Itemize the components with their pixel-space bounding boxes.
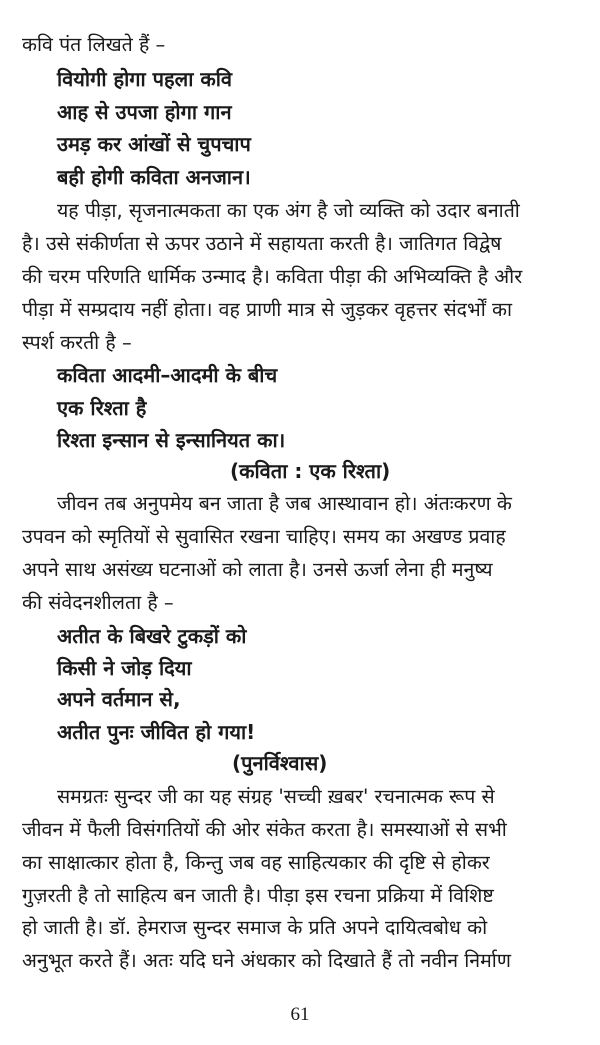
paragraph-line: जीवन में फैली विसंगतियों की ओर संकेत करता है। समस्याओं से सभी — [22, 818, 507, 841]
verse-line: अपने वर्तमान से, — [57, 687, 181, 711]
verse-line: वियोगी होगा पहला कवि — [57, 67, 233, 91]
paragraph-line: की संवेदनशीलता है – — [22, 591, 174, 614]
paragraph-line: है। उसे संकीर्णता से ऊपर उठाने में सहायता करती है। जातिगत विद्वेष — [22, 232, 502, 255]
paragraph-line: समग्रतः सुन्दर जी का यह संग्रह 'सच्ची ख़बर' रचनात्मक रूप से — [57, 785, 495, 808]
paragraph-line: अपने साथ असंख्य घटनाओं को लाता है। उनसे ऊर्जा लेना ही मनुष्य — [22, 558, 493, 581]
paragraph-line: पीड़ा में सम्प्रदाय नहीं होता। वह प्राणी मात्र से जुड़कर वृहत्तर संदर्भों का — [22, 298, 513, 321]
poem-caption: (पुनर्विश्वास) — [232, 751, 328, 775]
paragraph-line: उपवन को स्मृतियों से सुवासित रखना चाहिए। समय का अखण्ड प्रवाह — [22, 525, 506, 548]
paragraph-line: अनुभूत करते हैं। अतः यदि घने अंधकार को दिखाते हैं तो नवीन निर्माण — [22, 949, 511, 972]
paragraph-line: का साक्षात्कार होता है, किन्तु जब वह साहित्यकार की दृष्टि से होकर — [22, 851, 490, 874]
verse-line: उमड़ कर आंखों से चुपचाप — [57, 132, 251, 156]
paragraph-line: हो जाती है। डॉ. हेमराज सुन्दर समाज के प्रति अपने दायित्वबोध को — [22, 916, 488, 939]
paragraph-line: यह पीड़ा, सृजनात्मकता का एक अंग है जो व्यक्ति को उदार बनाती — [57, 199, 520, 222]
verse-line: आह से उपजा होगा गान — [57, 100, 232, 124]
verse-line: बही होगी कविता अनजान। — [57, 165, 251, 189]
verse-line: किसी ने जोड़ दिया — [57, 656, 192, 680]
verse-line: अतीत के बिखरे टुकड़ों को — [57, 624, 247, 648]
poem-caption: (कविता : एक रिश्ता) — [230, 459, 391, 483]
paragraph-line: जीवन तब अनुपमेय बन जाता है जब आस्थावान हो। अंतःकरण के — [57, 492, 512, 515]
paragraph-line: की चरम परिणति धार्मिक उन्माद है। कविता पीड़ा की अभिव्यक्ति है और — [22, 265, 523, 288]
verse-line: एक रिश्ता है — [57, 396, 147, 420]
paragraph-line: स्पर्श करती है – — [22, 331, 132, 354]
paragraph-line: गुज़रती है तो साहित्य बन जाती है। पीड़ा इस रचना प्रक्रिया में विशिष्ट — [22, 884, 494, 907]
verse-line: कविता आदमी–आदमी के बीच — [57, 363, 278, 387]
intro-line: कवि पंत लिखते हैं – — [22, 33, 166, 56]
verse-line: रिश्ता इन्सान से इन्सानियत का। — [57, 428, 286, 452]
page-number: 61 — [290, 1004, 310, 1025]
verse-line: अतीत पुनः जीवित हो गया! — [57, 720, 256, 744]
